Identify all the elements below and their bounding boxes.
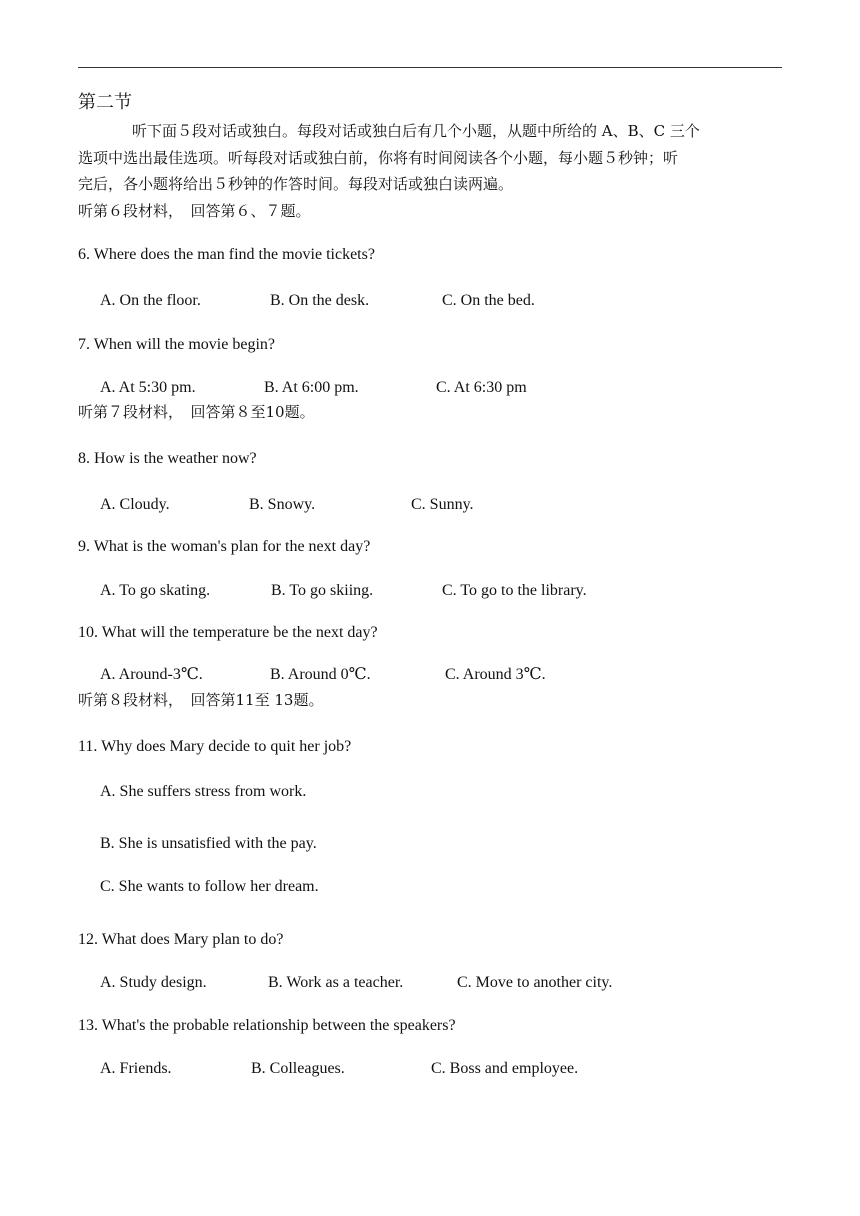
option-8b: B. Snowy. — [249, 496, 316, 513]
option-8a: A. Cloudy. — [100, 496, 170, 513]
instruction-line-1: 听下面５段对话或独白。每段对话或独白后有几个小题，从题中所给的 A、B、C 三个 — [132, 122, 700, 140]
option-7b: B. At 6:00 pm. — [264, 379, 359, 396]
option-9c: C. To go to the library. — [442, 582, 587, 599]
option-12b: B. Work as a teacher. — [268, 974, 404, 991]
option-9a: A. To go skating. — [100, 582, 211, 599]
question-stem-10: 10. What will the temperature be the next day? — [78, 624, 378, 641]
question-stem-9: 9. What is the woman's plan for the next day? — [78, 538, 371, 555]
option-13a: A. Friends. — [100, 1060, 172, 1077]
instruction-line-3: 完后，各小题将给出５秒钟的作答时间。每段对话或独白读两遍。 — [78, 175, 514, 193]
option-6b: B. On the desk. — [270, 292, 370, 309]
question-stem-6: 6. Where does the man find the movie tickets? — [78, 246, 375, 263]
option-6c: C. On the bed. — [442, 292, 535, 309]
section-title: 第二节 — [78, 92, 132, 113]
option-10c: C. Around 3℃. — [445, 666, 546, 683]
option-6a: A. On the floor. — [100, 292, 201, 309]
option-7a: A. At 5:30 pm. — [100, 379, 196, 396]
material-heading-6: 听第６段材料， 回答第６、７题。 — [78, 202, 311, 220]
question-stem-7: 7. When will the movie begin? — [78, 336, 275, 353]
option-11c: C. She wants to follow her dream. — [100, 878, 319, 895]
option-12c: C. Move to another city. — [457, 974, 613, 991]
option-12a: A. Study design. — [100, 974, 207, 991]
option-11a: A. She suffers stress from work. — [100, 783, 307, 800]
option-13b: B. Colleagues. — [251, 1060, 345, 1077]
option-10b: B. Around 0℃. — [270, 666, 371, 683]
question-stem-12: 12. What does Mary plan to do? — [78, 931, 284, 948]
question-stem-11: 11. Why does Mary decide to quit her job? — [78, 738, 352, 755]
option-8c: C. Sunny. — [411, 496, 474, 513]
option-13c: C. Boss and employee. — [431, 1060, 579, 1077]
option-9b: B. To go skiing. — [271, 582, 374, 599]
material-heading-7: 听第７段材料， 回答第８至10题。 — [78, 403, 315, 421]
material-heading-8: 听第８段材料， 回答第11至 13题。 — [78, 691, 324, 709]
option-7c: C. At 6:30 pm — [436, 379, 527, 396]
question-stem-8: 8. How is the weather now? — [78, 450, 257, 467]
option-10a: A. Around-3℃. — [100, 666, 203, 683]
option-11b: B. She is unsatisfied with the pay. — [100, 835, 317, 852]
question-stem-13: 13. What's the probable relationship between the speakers? — [78, 1017, 456, 1034]
instruction-line-2: 选项中选出最佳选项。听每段对话或独白前，你将有时间阅读各个小题，每小题５秒钟；听 — [78, 149, 679, 167]
header-rule — [78, 67, 782, 68]
